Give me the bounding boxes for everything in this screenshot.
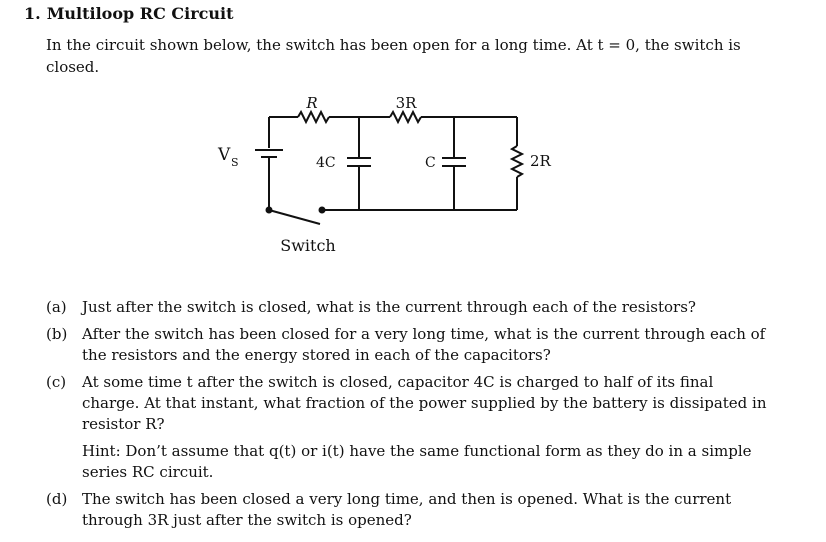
- resistor-R: [298, 112, 329, 122]
- question-text: The switch has been closed a very long time, and then is opened. What is the current through 3R just after the switch is opened?: [82, 490, 732, 529]
- label-switch: Switch: [280, 236, 336, 255]
- question-d: [46, 489, 771, 531]
- label-R: R: [306, 94, 318, 112]
- question-tag: (d): [46, 490, 68, 508]
- question-text: At some time t after the switch is closed, capacitor 4C is charged to half of its final charge. At that instant, what fraction of the power supplied by the battery is dissipated in resistor R?: [82, 373, 767, 433]
- question-text: After the switch has been closed for a very long time, what is the current through each of the resistors and the energy stored in each of the capacitors?: [82, 325, 766, 364]
- question-c: [46, 372, 771, 435]
- label-Vs-subscript: S: [231, 156, 239, 169]
- label-4C: 4C: [316, 155, 336, 171]
- question-a: [46, 297, 771, 318]
- switch-pivot: [266, 207, 273, 214]
- problem-number: 1.: [24, 4, 41, 23]
- problem-title-text: Multiloop RC Circuit: [46, 4, 234, 23]
- resistor-3R: [390, 112, 421, 122]
- switch-blade: [269, 210, 320, 224]
- question-tag: (b): [46, 325, 68, 343]
- label-C: C: [425, 155, 436, 171]
- label-2R: 2R: [530, 152, 551, 170]
- hint-text: Hint: Don’t assume that q(t) or i(t) have the same functional form as they do in a simple series RC circuit.: [82, 442, 752, 481]
- label-3R: 3R: [395, 94, 417, 112]
- problem-intro: In the circuit shown below, the switch has been open for a long time. At t = 0, the switch is closed.: [46, 36, 741, 76]
- resistor-2R: [512, 146, 522, 177]
- question-b: [46, 324, 771, 366]
- question-text: Just after the switch is closed, what is the current through each of the resistors?: [82, 298, 696, 316]
- switch-contact: [319, 207, 326, 214]
- question-tag: (a): [46, 298, 67, 316]
- label-Vs: V: [218, 145, 231, 165]
- question-list: [46, 297, 771, 537]
- question-tag: (c): [46, 373, 67, 391]
